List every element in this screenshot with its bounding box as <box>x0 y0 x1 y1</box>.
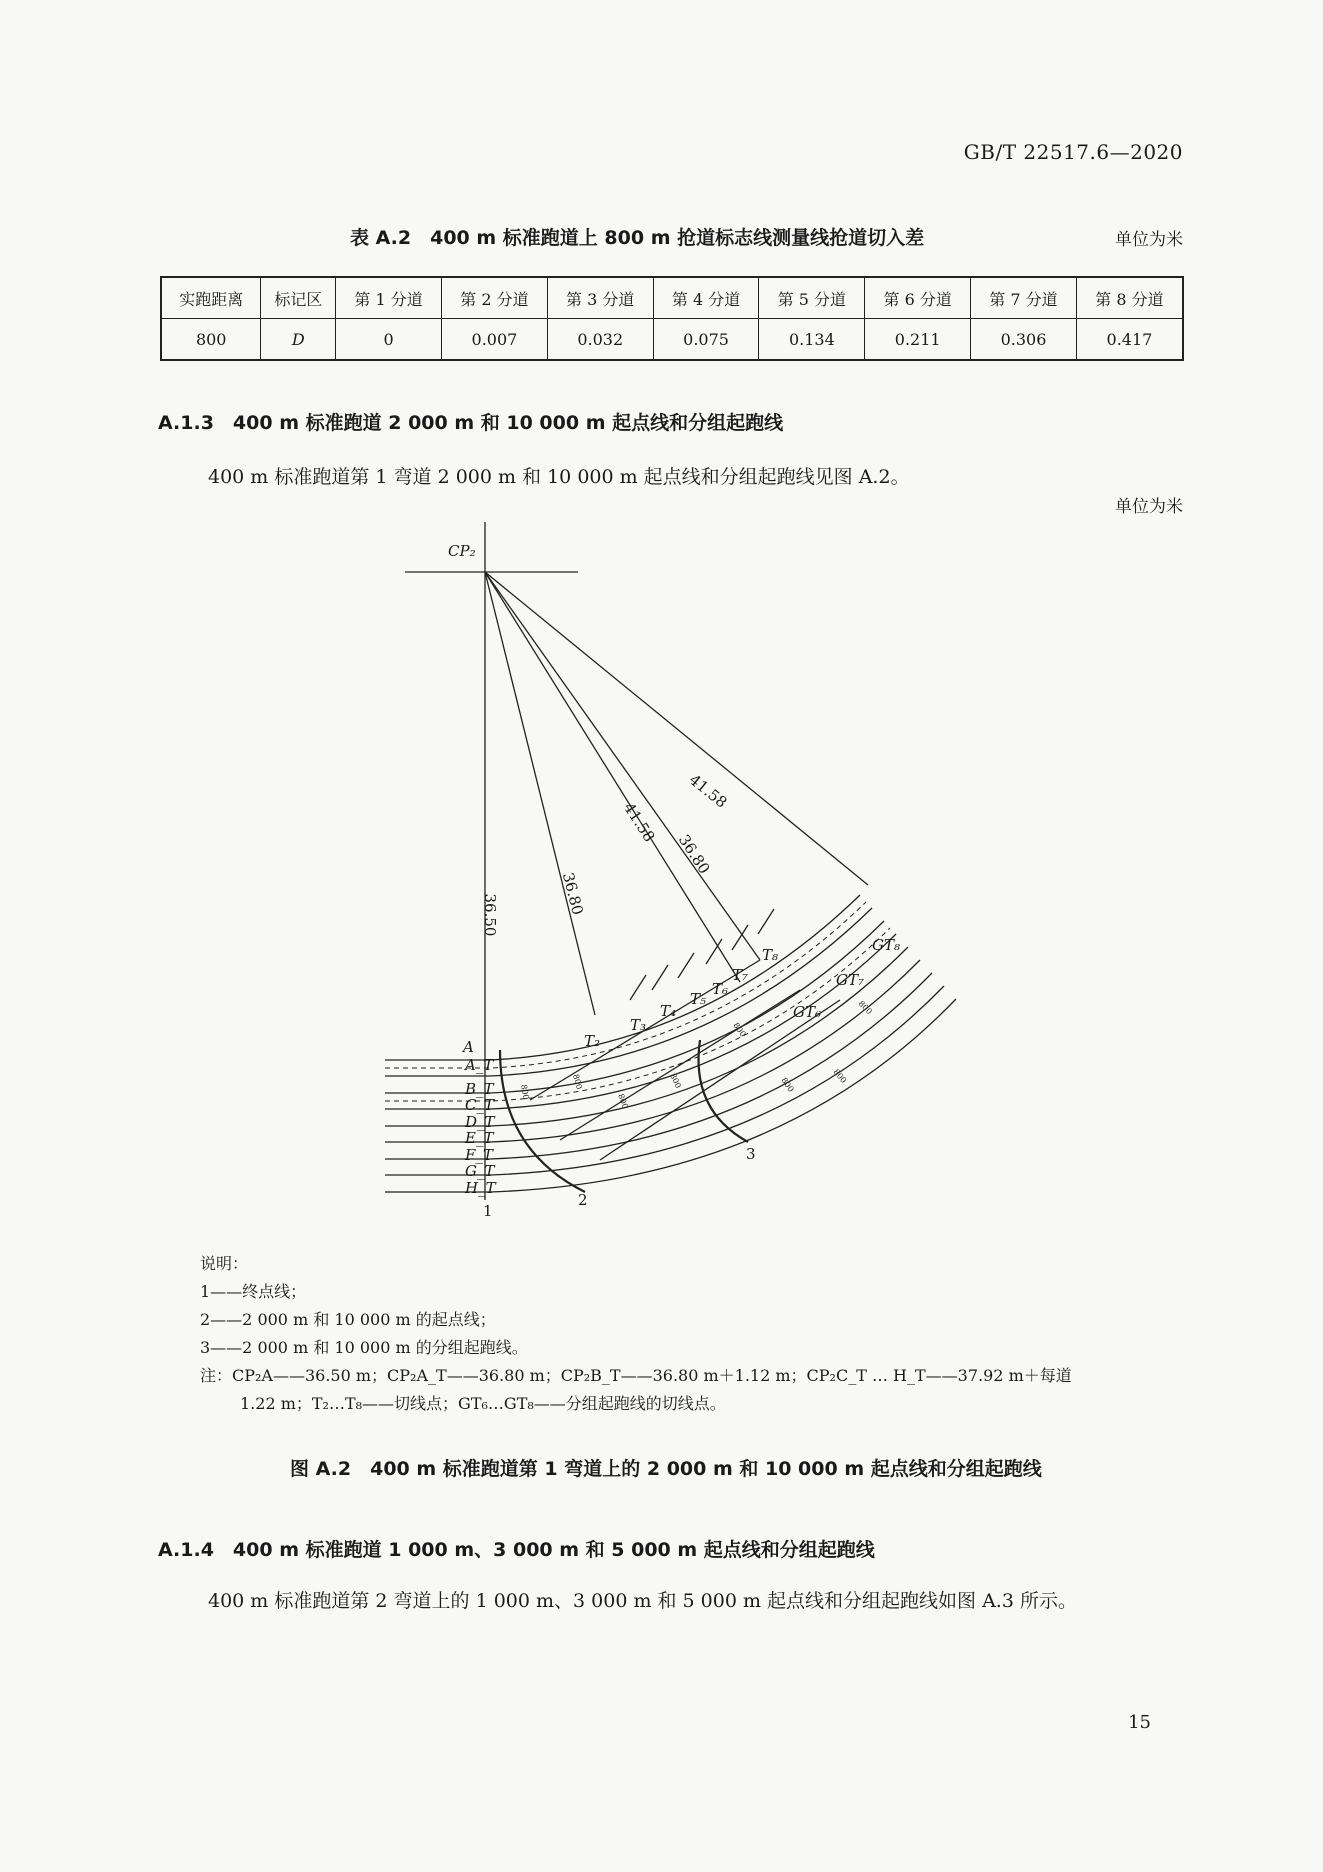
legend-item: 1——终点线； <box>200 1282 307 1301</box>
header-cell: 第 7 分道 <box>971 277 1077 319</box>
tangent-label: T₈ <box>762 946 779 964</box>
marker-label: 800 <box>571 1073 584 1091</box>
marker-label: 800 <box>668 1072 683 1090</box>
table-cell: 0 <box>336 319 442 361</box>
tangent-label: T₄ <box>660 1002 677 1020</box>
figure-caption: 图 A.2 400 m 标准跑道第 1 弯道上的 2 000 m 和 10 000 m 起点线和分组起跑线 <box>290 1458 1042 1480</box>
table-cell: 0.075 <box>653 319 759 361</box>
header-cell: 实跑距离 <box>161 277 261 319</box>
cp2-label: CP₂ <box>448 542 476 560</box>
table-cell: 800 <box>161 319 261 361</box>
callout-label: 2 <box>578 1191 588 1209</box>
dimension-label: 41.58 <box>619 799 659 846</box>
table-cell: 0.211 <box>865 319 971 361</box>
header-cell: 第 2 分道 <box>442 277 548 319</box>
lane-mark-label: B_T <box>465 1080 494 1098</box>
lane-mark-label: F_T <box>465 1146 493 1164</box>
header-cell: 第 5 分道 <box>759 277 865 319</box>
table-cell: 0.306 <box>971 319 1077 361</box>
tangent-label: T₃ <box>630 1016 647 1034</box>
legend-note-continued: 1.22 m；T₂…T₈——切线点；GT₆…GT₈——分组起跑线的切线点。 <box>240 1394 726 1413</box>
header-cell: 第 8 分道 <box>1076 277 1183 319</box>
section-heading-a13: A.1.3 400 m 标准跑道 2 000 m 和 10 000 m 起点线和分组起跑线 <box>158 412 784 434</box>
legend <box>200 1250 1072 1418</box>
lane-mark-label: G_T <box>465 1162 495 1180</box>
section-heading-a14: A.1.4 400 m 标准跑道 1 000 m、3 000 m 和 5 000 m 起点线和分组起跑线 <box>158 1539 875 1561</box>
header-cell: 标记区 <box>261 277 336 319</box>
marker-label: 800 <box>616 1092 630 1111</box>
tangent-label: T₅ <box>690 990 707 1008</box>
dimension-label: 36.50 <box>481 893 499 937</box>
header-cell: 第 3 分道 <box>547 277 653 319</box>
standard-number: GB/T 22517.6—2020 <box>963 140 1183 164</box>
section-text-a13: 400 m 标准跑道第 1 弯道 2 000 m 和 10 000 m 起点线和分组起跑线见图 A.2。 <box>208 466 910 488</box>
table-cell: D <box>261 319 336 361</box>
gt-label: GT₇ <box>836 971 865 989</box>
header-cell: 第 6 分道 <box>865 277 971 319</box>
callout-label: 3 <box>746 1145 756 1163</box>
legend-item: 2——2 000 m 和 10 000 m 的起点线； <box>200 1310 496 1329</box>
figure-unit: 单位为米 <box>1115 497 1183 517</box>
table-cell: 0.032 <box>547 319 653 361</box>
lane-mark-label: D_T <box>465 1113 495 1131</box>
dimension-label: 41.58 <box>685 770 731 812</box>
lane-mark-label: C_T <box>465 1096 494 1114</box>
header-cell: 第 1 分道 <box>336 277 442 319</box>
marker-label: 800 <box>779 1075 796 1094</box>
page-number: 15 <box>1128 1712 1151 1733</box>
marker-label: 800 <box>519 1083 531 1101</box>
dimension-label: 36.80 <box>558 870 587 917</box>
callout-label: 1 <box>483 1202 493 1220</box>
legend-note: 注：CP₂A——36.50 m；CP₂A_T——36.80 m；CP₂B_T——36.80 m＋1.12 m；CP₂C_T … H_T——37.92 m＋每道 <box>200 1366 1072 1385</box>
section-text-a14: 400 m 标准跑道第 2 弯道上的 1 000 m、3 000 m 和 5 000 m 起点线和分组起跑线如图 A.3 所示。 <box>208 1590 1077 1612</box>
dimension-label: 36.80 <box>674 831 714 878</box>
marker-label: 800 <box>856 999 874 1017</box>
marker-label: 800 <box>731 1020 748 1039</box>
table-unit: 单位为米 <box>1115 230 1183 250</box>
table-caption: 表 A.2 400 m 标准跑道上 800 m 抢道标志线测量线抢道切入差 <box>350 227 925 249</box>
table-cell: 0.134 <box>759 319 865 361</box>
tangent-label: T₇ <box>732 966 749 984</box>
tangent-label: T₆ <box>712 980 729 998</box>
lane-mark-label: H_T <box>465 1179 496 1197</box>
header-cell: 第 4 分道 <box>653 277 759 319</box>
table-cell: 0.007 <box>442 319 548 361</box>
lane-mark-label: A_T <box>465 1056 494 1074</box>
legend-title: 说明： <box>200 1254 249 1273</box>
point-a-label: A <box>463 1038 474 1056</box>
table-cell: 0.417 <box>1076 319 1183 361</box>
legend-item: 3——2 000 m 和 10 000 m 的分组起跑线。 <box>200 1338 528 1357</box>
lane-mark-label: E_T <box>465 1129 494 1147</box>
gt-label: GT₆ <box>793 1003 822 1021</box>
marker-label: 800 <box>831 1067 849 1085</box>
gt-label: GT₈ <box>872 936 901 954</box>
tangent-label: T₂ <box>584 1032 601 1050</box>
